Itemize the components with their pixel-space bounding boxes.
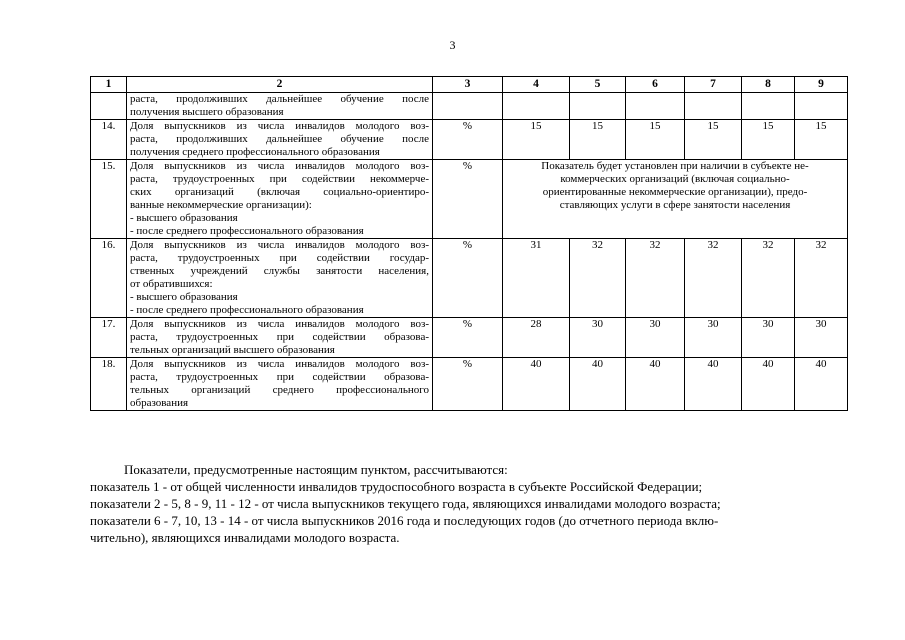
description-line: раста, трудоустроенных при содействии образова-	[130, 331, 429, 343]
description-line: получения высшего образования	[130, 106, 284, 118]
row-description	[127, 358, 433, 411]
note-line: ставляющих услуги в сфере занятости населения	[559, 199, 791, 211]
description-line: Доля выпускников из числа инвалидов молодого воз-	[130, 120, 429, 132]
description-line: раста, трудоустроенных при содействии государ-	[130, 252, 429, 264]
row-value: 15	[626, 120, 685, 160]
row-number	[91, 93, 127, 120]
row-unit: %	[433, 358, 503, 411]
column-header: 1	[91, 77, 127, 93]
description-line: - высшего образования	[130, 212, 238, 224]
description-line: ванные некоммерческие организации):	[130, 199, 312, 211]
row-description	[127, 160, 433, 239]
row-unit: %	[433, 318, 503, 358]
row-unit: %	[433, 120, 503, 160]
note-line: ориентированные некоммерческие организации), предо-	[542, 186, 808, 198]
footer-intro: Показатели, предусмотренные настоящим пунктом, рассчитываются:	[124, 462, 508, 477]
table-row	[91, 318, 848, 358]
description-line: раста, продолживших дальнейшее обучение после	[130, 93, 429, 105]
row-value: 15	[570, 120, 626, 160]
row-value: 40	[570, 358, 626, 411]
row-value: 30	[742, 318, 795, 358]
row-note	[503, 160, 848, 239]
row-value: 40	[795, 358, 848, 411]
row-description	[127, 239, 433, 318]
row-value: 40	[742, 358, 795, 411]
column-header: 3	[433, 77, 503, 93]
indicators-table	[90, 76, 848, 411]
row-value	[685, 93, 742, 120]
row-value: 32	[626, 239, 685, 318]
row-value	[626, 93, 685, 120]
description-line: раста, трудоустроенных при содействии некоммерче-	[130, 173, 429, 185]
footer-line: показатели 6 - 7, 10, 13 - 14 - от числа выпускников 2016 года и последующих годов (до отчетного периода вклю-	[90, 513, 719, 528]
description-line: тельных организаций высшего образования	[130, 344, 335, 356]
row-value: 40	[626, 358, 685, 411]
row-number: 14.	[91, 120, 127, 160]
note-line: Показатель будет установлен при наличии в субъекте не-	[541, 160, 809, 172]
description-line: - высшего образования	[130, 291, 238, 303]
row-value: 40	[503, 358, 570, 411]
row-value	[795, 93, 848, 120]
table-header-row	[91, 77, 848, 93]
row-value: 30	[795, 318, 848, 358]
description-line: раста, трудоустроенных при содействии образова-	[130, 371, 429, 383]
table-row	[91, 160, 848, 239]
row-description	[127, 120, 433, 160]
row-value	[503, 93, 570, 120]
description-line: Доля выпускников из числа инвалидов молодого воз-	[130, 358, 429, 370]
row-value: 30	[570, 318, 626, 358]
row-value: 31	[503, 239, 570, 318]
description-line: получения среднего профессионального образования	[130, 146, 380, 158]
column-header: 5	[570, 77, 626, 93]
row-number: 15.	[91, 160, 127, 239]
column-header: 4	[503, 77, 570, 93]
row-number: 16.	[91, 239, 127, 318]
table-row	[91, 93, 848, 120]
description-line: Доля выпускников из числа инвалидов молодого воз-	[130, 318, 429, 330]
row-value: 15	[685, 120, 742, 160]
column-header: 8	[742, 77, 795, 93]
footer-line: показатель 1 - от общей численности инвалидов трудоспособного возраста в субъекте Российской Федерации;	[90, 479, 703, 494]
column-header: 2	[127, 77, 433, 93]
column-header: 9	[795, 77, 848, 93]
table-row	[91, 358, 848, 411]
description-line: - после среднего профессионального образования	[130, 304, 364, 316]
footer-notes	[90, 461, 850, 546]
row-value: 15	[742, 120, 795, 160]
row-description	[127, 318, 433, 358]
column-header: 6	[626, 77, 685, 93]
description-line: образования	[130, 397, 189, 409]
row-value: 32	[685, 239, 742, 318]
row-unit	[433, 93, 503, 120]
description-line: ских организаций (включая социально-ориентиро-	[130, 186, 429, 198]
description-line: Доля выпускников из числа инвалидов молодого воз-	[130, 239, 429, 251]
row-number: 18.	[91, 358, 127, 411]
description-line: от обратившихся:	[130, 278, 213, 290]
description-line: ственных учреждений службы занятости населения,	[130, 265, 429, 277]
row-value: 40	[685, 358, 742, 411]
row-value: 30	[626, 318, 685, 358]
row-description	[127, 93, 433, 120]
row-value: 15	[503, 120, 570, 160]
description-line: раста, продолживших дальнейшее обучение после	[130, 133, 429, 145]
footer-line: чительно), являющихся инвалидами молодого возраста.	[90, 530, 400, 545]
column-header: 7	[685, 77, 742, 93]
table-row	[91, 120, 848, 160]
row-number: 17.	[91, 318, 127, 358]
row-unit: %	[433, 239, 503, 318]
description-line: тельных организаций среднего профессионального	[130, 384, 429, 396]
description-line: - после среднего профессионального образования	[130, 225, 364, 237]
row-value: 15	[795, 120, 848, 160]
description-line: Доля выпускников из числа инвалидов молодого воз-	[130, 160, 429, 172]
row-value: 30	[685, 318, 742, 358]
page-number: 3	[449, 38, 456, 52]
row-unit: %	[433, 160, 503, 239]
row-value: 32	[570, 239, 626, 318]
note-line: коммерческих организаций (включая социально-	[560, 173, 790, 185]
footer-line: показатели 2 - 5, 8 - 9, 11 - 12 - от числа выпускников текущего года, являющихся инвалидами молодого возраста;	[90, 496, 721, 511]
row-value	[742, 93, 795, 120]
table-row	[91, 239, 848, 318]
row-value	[570, 93, 626, 120]
row-value: 32	[742, 239, 795, 318]
row-value: 32	[795, 239, 848, 318]
row-value: 28	[503, 318, 570, 358]
